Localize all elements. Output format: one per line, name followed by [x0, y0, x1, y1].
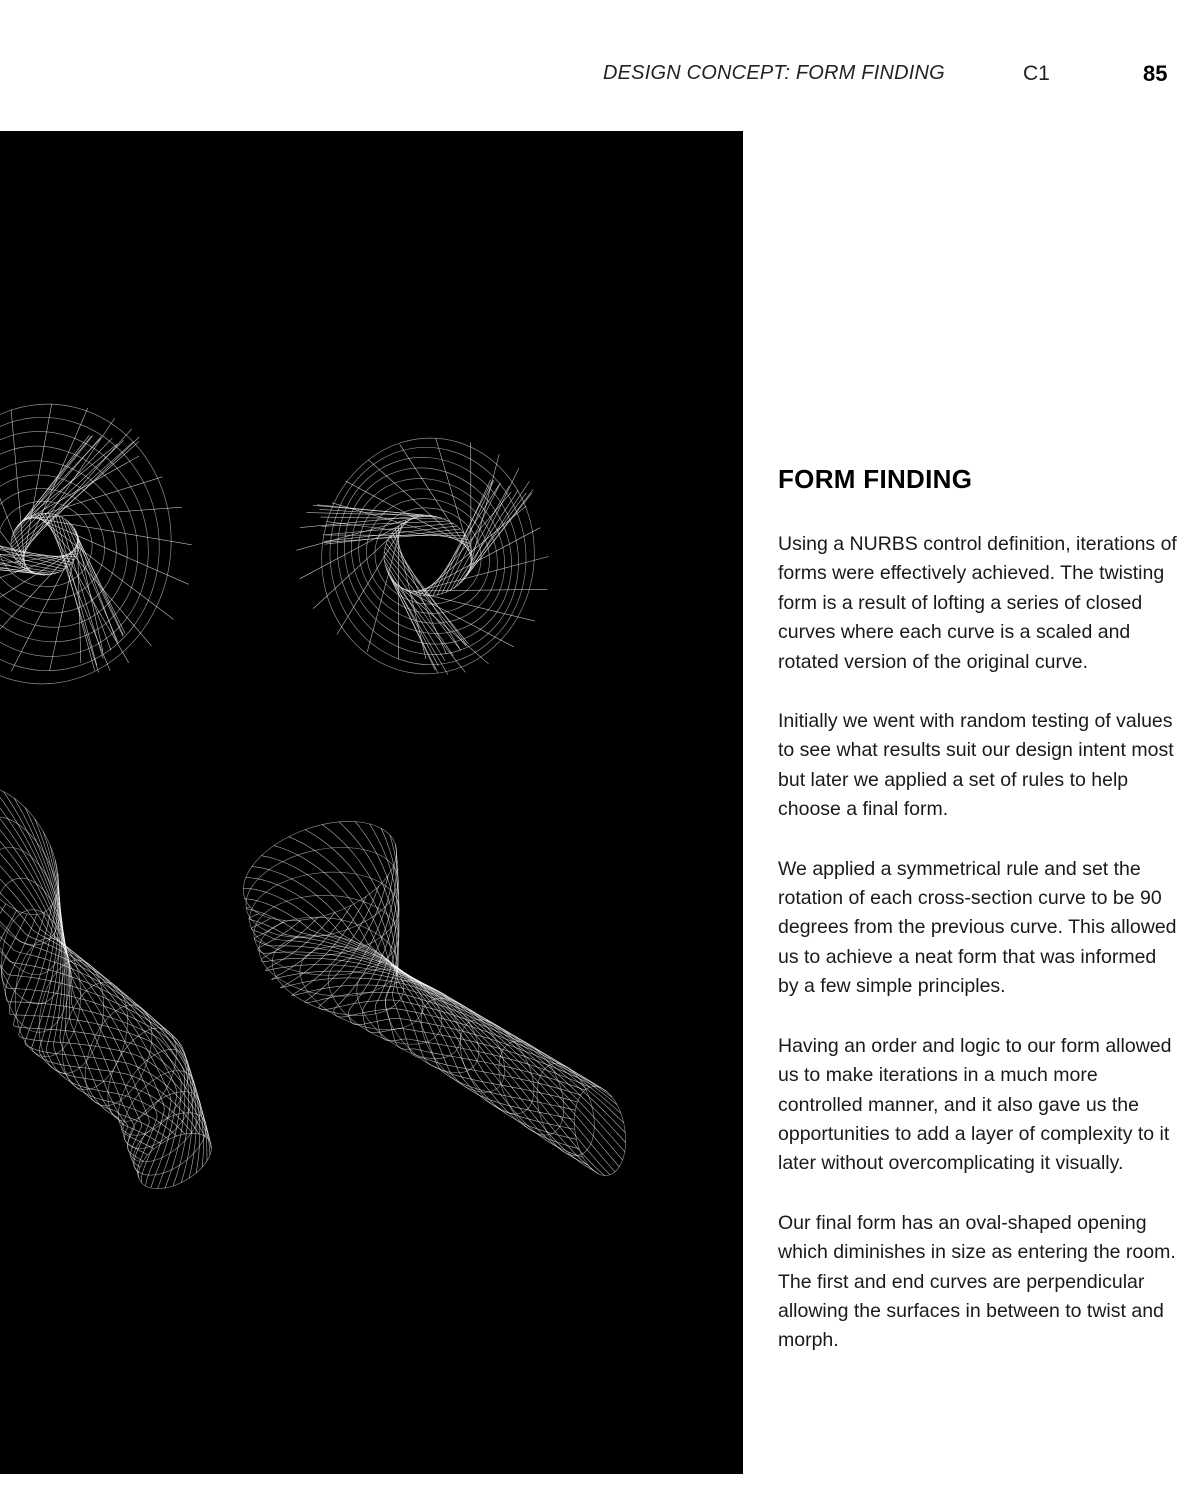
paragraph-3: We applied a symmetrical rule and set the rotation of each cross-section curve to be 90 degrees from the previous curve. This allowed us to achieve a neat form that was informed by a few simple principles. [778, 857, 1177, 998]
wireframe-form-top-right [296, 428, 548, 685]
article [778, 463, 1178, 1386]
paragraph-5: Our final form has an oval-shaped opening which diminishes in size as entering the room. The first and end curves are perpendicular allowing the surfaces in between to twist and morph. [778, 1211, 1176, 1352]
wireframe-form-top-left [0, 392, 192, 697]
wireframe-form-bottom-left [0, 771, 221, 1200]
wireframe-figure [0, 131, 743, 1474]
section-title: DESIGN CONCEPT: FORM FINDING [603, 62, 945, 84]
article-heading: FORM FINDING [778, 464, 973, 494]
paragraph-4: Having an order and logic to our form allowed us to make iterations in a much more controlled manner, and it also gave us the opportunities to add a layer of complexity to it later without overcomplicating it visually. [778, 1034, 1172, 1175]
page-header [0, 62, 1197, 92]
paragraph-2: Initially we went with random testing of values to see what results suit our design intent most but later we applied a set of rules to help choose a final form. [778, 710, 1174, 821]
paragraph-1: Using a NURBS control definition, iterations of forms were effectively achieved. The twisting form is a result of lofting a series of closed curves where each curve is a scaled and rotated version of the original curve. [778, 533, 1177, 673]
chapter-label: C1 [1023, 62, 1050, 85]
wireframe-forms-illustration [0, 131, 743, 1474]
wireframe-form-bottom-right [230, 802, 632, 1179]
page-number: 85 [1143, 61, 1168, 86]
